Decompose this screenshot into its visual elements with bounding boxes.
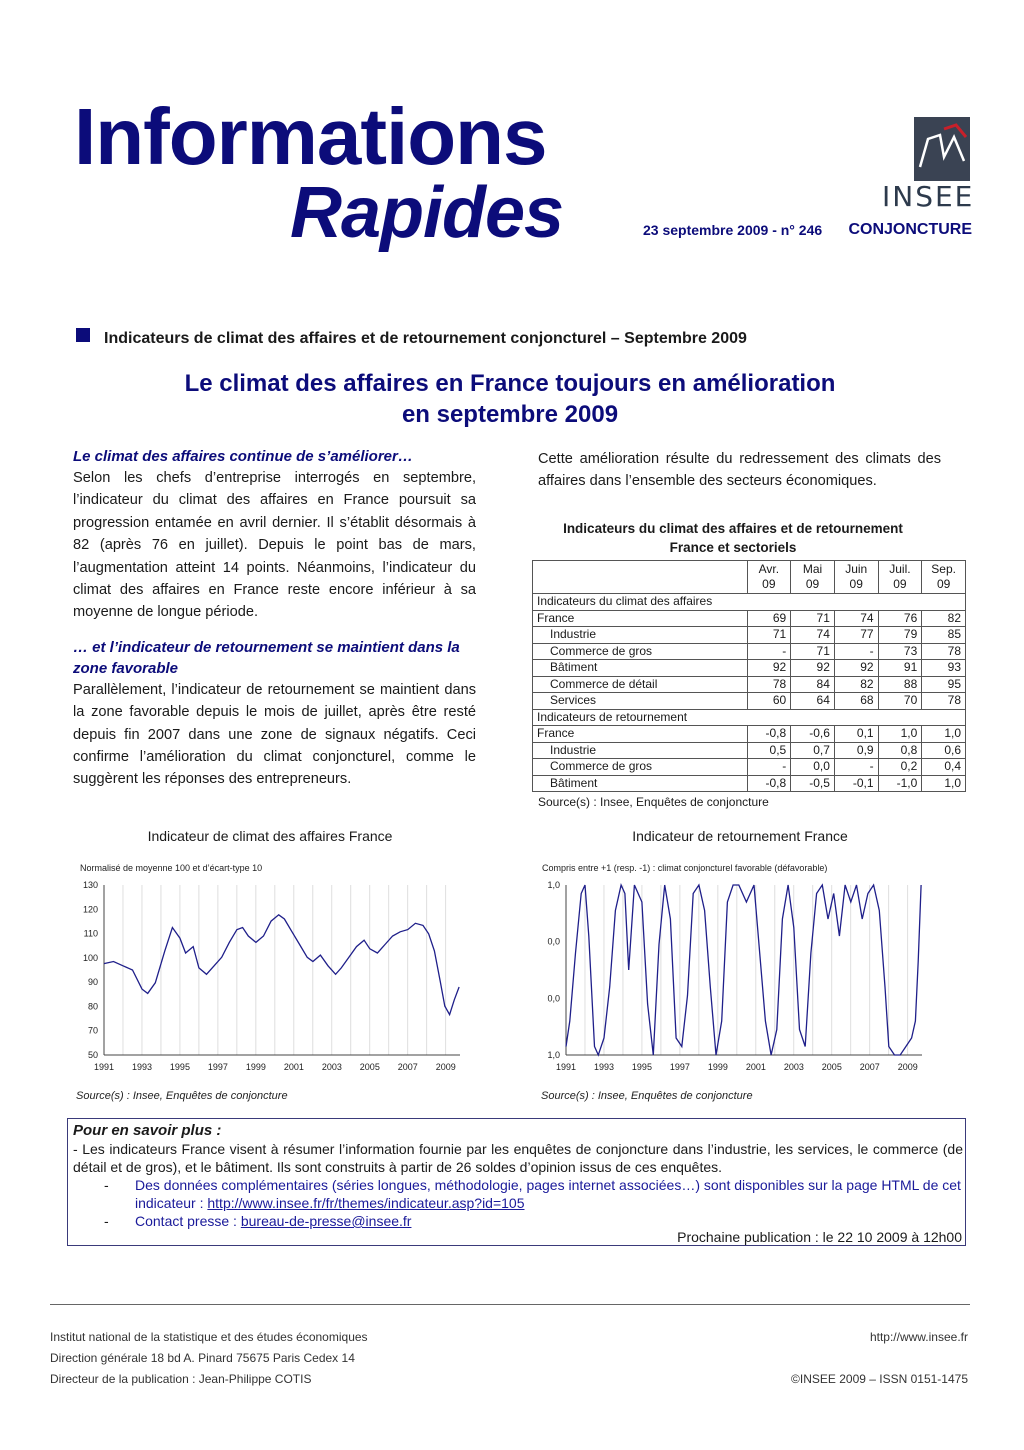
chart1-y-tick-label: 120 [82, 904, 98, 915]
table-cell: 71 [791, 643, 835, 660]
table-header-col: Juin 09 [834, 561, 878, 594]
table-row-label: Industrie [533, 742, 748, 759]
info-paragraph: - Les indicateurs France visent à résumer l’information fournie par les enquêtes de conjoncture dans l’industrie, les services, le commerce (de détail et de gros), et le bâtiment. Ils sont construits à partir de 26 soldes d’opinion issus de ces enquêtes. [73, 1141, 963, 1175]
table-row-label: Services [533, 693, 748, 710]
table-section-label: Indicateurs de retournement [533, 709, 966, 726]
info-bullet-data [135, 1176, 963, 1212]
chart2-x-tick-label: 2003 [783, 1062, 804, 1072]
chart1-business-climate [70, 855, 470, 1077]
table-cell: 78 [747, 676, 791, 693]
chart1-x-tick-label: 1995 [169, 1062, 190, 1072]
chart1-x-tick-label: 2007 [397, 1062, 418, 1072]
table-cell: -0,8 [747, 726, 791, 743]
paragraph-sectors: Cette amélioration résulte du redressement des climats des affaires dans l’ensemble des secteurs économiques. [538, 451, 941, 490]
table-cell: 76 [878, 610, 922, 627]
table-cell: 1,0 [922, 726, 966, 743]
table-cell: 79 [878, 627, 922, 644]
table-section-label: Indicateurs du climat des affaires [533, 594, 966, 611]
chart1-x-tick-label: 1993 [131, 1062, 152, 1072]
chart2-y-tick-label: 1,0 [547, 880, 560, 890]
table-cell: 69 [747, 610, 791, 627]
rubric-square-icon [76, 328, 90, 342]
chart2-title: Indicateur de retournement France [632, 828, 848, 844]
table-cell: -0,6 [791, 726, 835, 743]
subheading-climate: Le climat des affaires continue de s’améliorer… [73, 448, 413, 465]
chart1-y-tick-label: 110 [83, 928, 98, 939]
table-row [533, 676, 966, 693]
table-header-col: Mai 09 [791, 561, 835, 594]
table-cell: 73 [878, 643, 922, 660]
headline-line1: Le climat des affaires en France toujours en amélioration [184, 370, 836, 397]
table-cell: -0,8 [747, 775, 791, 792]
table-cell: 0,8 [878, 742, 922, 759]
info-bullet-press-text: Contact presse : [135, 1213, 241, 1229]
chart1-y-tick-label: 100 [82, 952, 98, 963]
table-cell: - [834, 759, 878, 776]
table-cell: 77 [834, 627, 878, 644]
next-publication: Prochaine publication : le 22 10 2009 à 12h00 [677, 1229, 962, 1245]
table-cell: 1,0 [878, 726, 922, 743]
chart2-x-tick-label: 2005 [821, 1062, 842, 1072]
chart2-x-tick-label: 2009 [897, 1062, 918, 1072]
chart1-x-tick-label: 1999 [245, 1062, 266, 1072]
table-cell: 85 [922, 627, 966, 644]
table-row-label: Commerce de gros [533, 643, 748, 660]
table-cell: 91 [878, 660, 922, 677]
table-cell: 92 [791, 660, 835, 677]
issue-date: 23 septembre 2009 - n° 246 [643, 222, 823, 238]
chart1-x-tick-label: 2001 [283, 1062, 304, 1072]
table-cell: 1,0 [922, 775, 966, 792]
press-email-link[interactable]: bureau-de-presse@insee.fr [240, 1213, 412, 1229]
table-title-line1: Indicateurs du climat des affaires et de retournement [563, 521, 903, 536]
table-row-label: Bâtiment [533, 660, 748, 677]
table-cell: -1,0 [878, 775, 922, 792]
chart2-note: Compris entre +1 (resp. -1) : climat conjoncturel favorable (défavorable) [542, 863, 828, 873]
table-cell: - [747, 643, 791, 660]
table-cell: 78 [922, 693, 966, 710]
table-cell: -0,5 [791, 775, 835, 792]
info-bullet-marker: - [104, 1213, 109, 1229]
chart2-y-tick-label: 0,0 [547, 993, 560, 1004]
footer-divider [50, 1304, 970, 1305]
logo-name: INSEE [882, 180, 975, 213]
footer-institute: Institut national de la statistique et des études économiques [50, 1330, 368, 1344]
chart2-turning-point [532, 855, 932, 1077]
table-header-row [533, 561, 966, 594]
table-row [533, 643, 966, 660]
table-row [533, 660, 966, 677]
table-cell: 71 [791, 610, 835, 627]
masthead-title-informations: Informations [74, 92, 547, 181]
table-cell: - [834, 643, 878, 660]
table-cell: 88 [878, 676, 922, 693]
table-header-col: Avr. 09 [747, 561, 791, 594]
table-cell: 82 [922, 610, 966, 627]
chart1-series-line [104, 915, 459, 1015]
table-cell: 0,4 [922, 759, 966, 776]
paragraph-climate: Selon les chefs d’entreprise interrogés en septembre, l’indicateur du climat des affaires en France poursuit sa progression entamée en avril dernier. Il s’établit désormais à 82 (après 76 en juillet). Depuis le point bas de mars, l’augmentation atteint 14 points. Néanmoins, l’indicateur du climat des affaires en France reste encore inférieur à sa moyenne de longue période. [73, 470, 476, 621]
table-cell: 71 [747, 627, 791, 644]
chart1-y-tick-label: 130 [82, 880, 98, 890]
table-cell: 92 [747, 660, 791, 677]
table-cell: 93 [922, 660, 966, 677]
right-column [538, 448, 941, 493]
table-section-row [533, 594, 966, 611]
insee-logo-icon [914, 117, 970, 181]
table-cell: 0,6 [922, 742, 966, 759]
table-cell: 68 [834, 693, 878, 710]
table-cell: 92 [834, 660, 878, 677]
left-column [73, 446, 476, 791]
chart2-source: Source(s) : Insee, Enquêtes de conjoncture [541, 1090, 753, 1102]
chart2-x-tick-label: 2007 [859, 1062, 880, 1072]
table-header-col: Sep. 09 [922, 561, 966, 594]
table-row [533, 693, 966, 710]
table-row-label: France [533, 726, 748, 743]
table-row-label: Industrie [533, 627, 748, 644]
info-bullet-press [135, 1212, 411, 1230]
table-cell: 0,5 [747, 742, 791, 759]
table-row [533, 742, 966, 759]
headline [110, 368, 910, 430]
footer-copyright: ©INSEE 2009 – ISSN 0151-1475 [791, 1372, 968, 1386]
chart1-x-tick-label: 2003 [321, 1062, 342, 1072]
table-row [533, 726, 966, 743]
chart2-x-tick-label: 2001 [745, 1062, 766, 1072]
chart2-y-tick-label: 1,0 [547, 1050, 560, 1060]
chart2-x-tick-label: 1995 [631, 1062, 652, 1072]
chart1-y-tick-label: 80 [87, 1001, 98, 1012]
footer-director: Directeur de la publication : Jean-Philippe COTIS [50, 1372, 312, 1386]
chart1-x-tick-label: 1991 [93, 1062, 115, 1072]
chart2-x-tick-label: 1993 [593, 1062, 614, 1072]
info-bullet-data-text: Des données complémentaires (séries longues, méthodologie, pages internet associées…) sont disponibles sur la page HTML de cet indicateur : [135, 1177, 961, 1211]
indicators-table [532, 560, 966, 792]
table-row-label: Commerce de détail [533, 676, 748, 693]
chart1-y-tick-label: 90 [87, 977, 98, 988]
table-cell: 0,9 [834, 742, 878, 759]
table-source: Source(s) : Insee, Enquêtes de conjoncture [538, 795, 769, 809]
table-cell: 82 [834, 676, 878, 693]
chart1-title: Indicateur de climat des affaires France [147, 828, 393, 844]
table-header-col: Juil. 09 [878, 561, 922, 594]
headline-line2: en septembre 2009 [401, 401, 619, 428]
chart1-x-tick-label: 1997 [207, 1062, 228, 1072]
chart1-x-tick-label: 2005 [359, 1062, 380, 1072]
indicator-page-link[interactable]: http://www.insee.fr/fr/themes/indicateur.asp?id=105 [207, 1195, 525, 1211]
chart2-x-tick-label: 1997 [669, 1062, 690, 1072]
chart1-x-tick-label: 2009 [435, 1062, 456, 1072]
table-row-label: Bâtiment [533, 775, 748, 792]
table-cell: 0,2 [878, 759, 922, 776]
info-bullet-marker: - [104, 1177, 109, 1193]
chart2-y-tick-label: 0,0 [547, 936, 560, 947]
table-row-label: France [533, 610, 748, 627]
table-cell: 0,0 [791, 759, 835, 776]
chart2-x-tick-label: 1991 [555, 1062, 577, 1072]
chart1-note: Normalisé de moyenne 100 et d’écart-type 10 [80, 863, 263, 873]
table-row-label: Commerce de gros [533, 759, 748, 776]
table-title-line2: France et sectoriels [669, 540, 797, 555]
chart1-y-tick-label: 70 [87, 1025, 98, 1036]
table-header-blank [533, 561, 748, 594]
table-cell: 0,7 [791, 742, 835, 759]
footer-address: Direction générale 18 bd A. Pinard 75675 Paris Cedex 14 [50, 1351, 355, 1365]
chart1-source: Source(s) : Insee, Enquêtes de conjoncture [76, 1090, 288, 1102]
table-cell: 95 [922, 676, 966, 693]
table-cell: 84 [791, 676, 835, 693]
table-cell: 70 [878, 693, 922, 710]
table-cell: 74 [834, 610, 878, 627]
table-row [533, 759, 966, 776]
chart2-x-tick-label: 1999 [707, 1062, 728, 1072]
table-cell: 74 [791, 627, 835, 644]
table-cell: 78 [922, 643, 966, 660]
table-cell: - [747, 759, 791, 776]
table-cell: 0,1 [834, 726, 878, 743]
paragraph-turning: Parallèlement, l’indicateur de retournement se maintient dans la zone favorable depuis le mois de juillet, après être resté depuis fin 2007 dans une zone de signaux négatifs. Ceci confirme l’amélioration du climat conjoncturel, comme le suggèrent les réponses des entrepreneurs. [73, 681, 476, 788]
table-row [533, 775, 966, 792]
masthead-title-rapides: Rapides [290, 173, 564, 253]
table-row [533, 627, 966, 644]
chart2-series-line [566, 885, 921, 1055]
rubric-title: Indicateurs de climat des affaires et de retournement conjoncturel – Septembre 2009 [104, 330, 747, 347]
table-cell: -0,1 [834, 775, 878, 792]
subheading-turning: … et l’indicateur de retournement se maintient dans la zone favorable [73, 638, 460, 677]
table-cell: 60 [747, 693, 791, 710]
table-row [533, 610, 966, 627]
table-section-row [533, 709, 966, 726]
info-title: Pour en savoir plus : [73, 1122, 222, 1139]
table-cell: 64 [791, 693, 835, 710]
footer-url-link[interactable]: http://www.insee.fr [869, 1330, 968, 1344]
logo-category: CONJONCTURE [848, 221, 972, 238]
chart1-y-tick-label: 50 [87, 1050, 98, 1060]
table-title [533, 519, 933, 557]
